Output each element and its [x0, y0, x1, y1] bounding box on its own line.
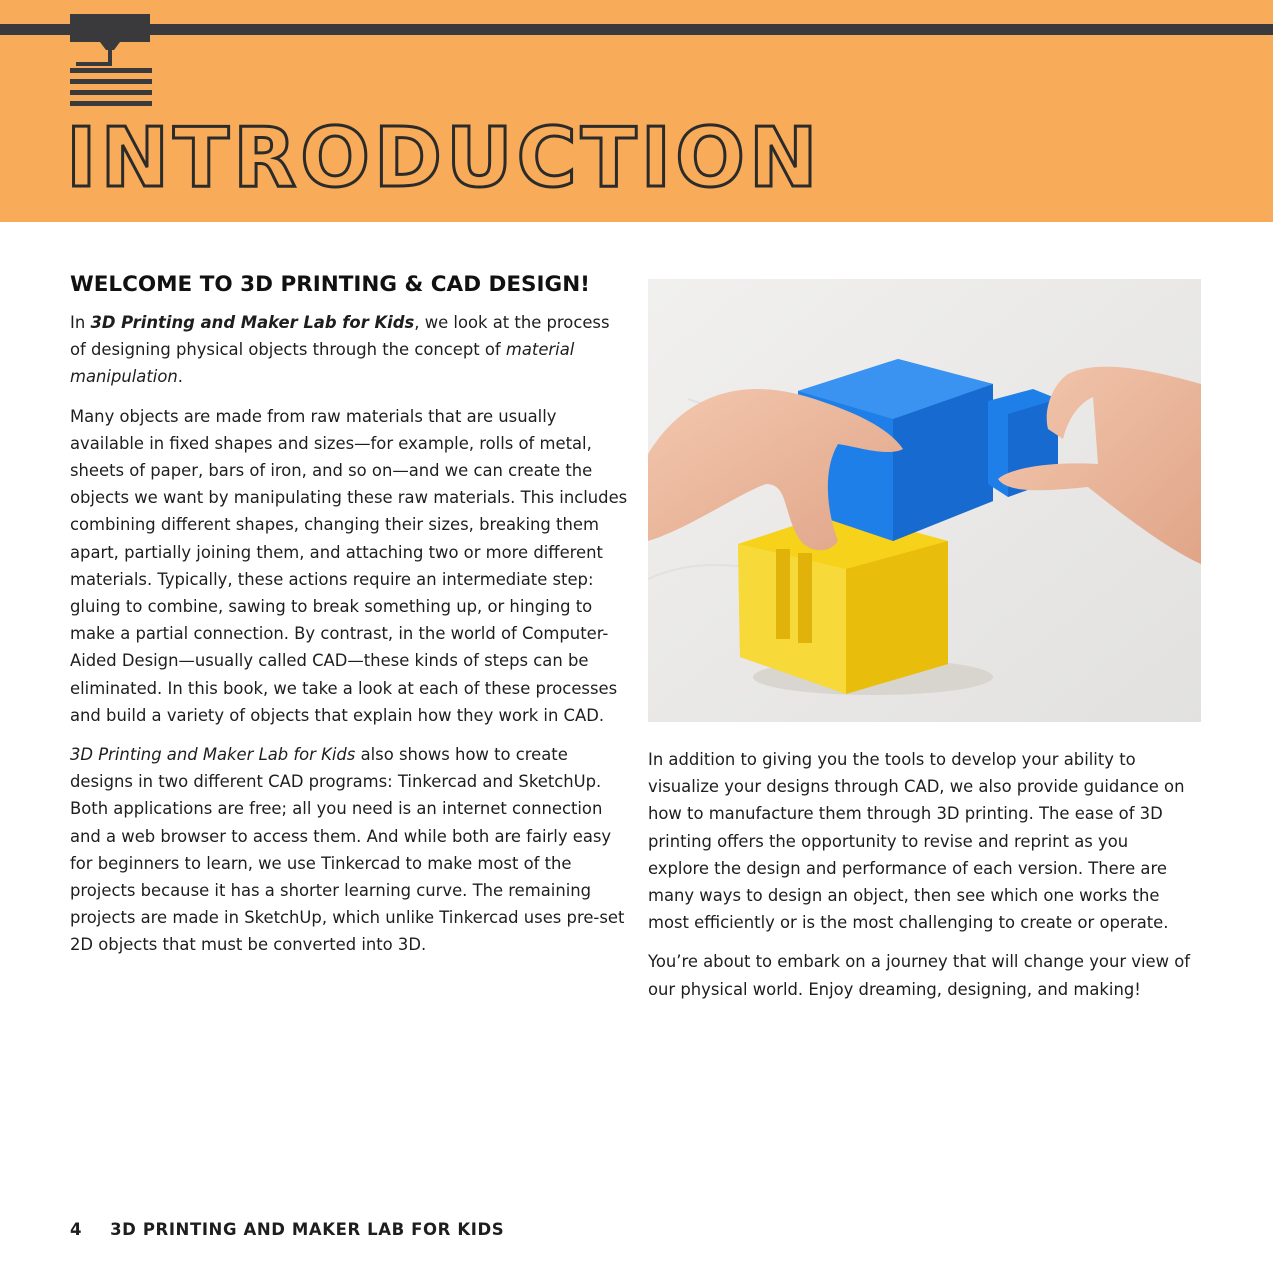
intro-paragraph: In 3D Printing and Maker Lab for Kids, we look at the process of designing physical objects through the concept of material manipulation. [70, 313, 610, 387]
section-heading: WELCOME TO 3D PRINTING & CAD DESIGN! [70, 272, 590, 297]
materials-paragraph: Many objects are made from raw materials that are usually available in fixed shapes and sizes—for example, rolls of metal, sheets of paper, bars of iron, and so on—and we can create the objects we want by manipulating these raw materials. This includes combining different shapes, changing their sizes, breaking them apart, partially joining them, and attaching two or more different materials. Typically, these actions require an intermediate step: gluing to combine, sawing to break something up, or hinging to make a partial connection. By contrast, in the world of Computer-Aided Design—usually called CAD—these kinds of steps can be eliminated. In this book, we take a look at each of these processes and build a variety of objects that explain how they work in CAD. [70, 406, 628, 725]
header-banner [0, 0, 1273, 222]
photo-illustration [648, 279, 1201, 722]
3d-printer-nozzle-icon [68, 12, 154, 110]
hands-assembling-blocks-photo [648, 279, 1201, 722]
book-title-emphasis: 3D Printing and Maker Lab for Kids [90, 313, 415, 332]
book-title-italic: 3D Printing and Maker Lab for Kids [70, 745, 356, 765]
yellow-block [738, 511, 948, 694]
right-column [648, 746, 1193, 1015]
left-column [70, 272, 630, 971]
page-footer [70, 1220, 504, 1239]
page-title: INTRODUCTION [66, 111, 822, 206]
header-rule [0, 24, 1273, 35]
running-title: 3D PRINTING AND MAKER LAB FOR KIDS [110, 1220, 505, 1239]
manufacturing-paragraph: In addition to giving you the tools to develop your ability to visualize your designs through CAD, we also provide guidance on how to manufacture them through 3D printing. The ease of 3D printing offers the opportunity to revise and reprint as you explore the design and performance of each version. There are many ways to design an object, then see which one works the most efficiently or is the most challenging to create or operate. [648, 750, 1185, 933]
closing-paragraph: You’re about to embark on a journey that will change your view of our physical world. Enjoy dreaming, designing, and making! [648, 952, 1191, 999]
term-emphasis: material manipulation [70, 340, 575, 387]
page-number: 4 [70, 1220, 83, 1239]
cad-programs-paragraph: 3D Printing and Maker Lab for Kids also shows how to create designs in two different CAD programs: Tinkercad and SketchUp. Both applications are free; all you need is an internet connection and a web browser to access them. And while both are fairly easy for beginners to learn, we use Tinkercad to make most of the projects because it has a shorter learning curve. The remaining projects are made in SketchUp, which unlike Tinkercad uses pre-set 2D objects that must be converted into 3D. [70, 745, 625, 955]
